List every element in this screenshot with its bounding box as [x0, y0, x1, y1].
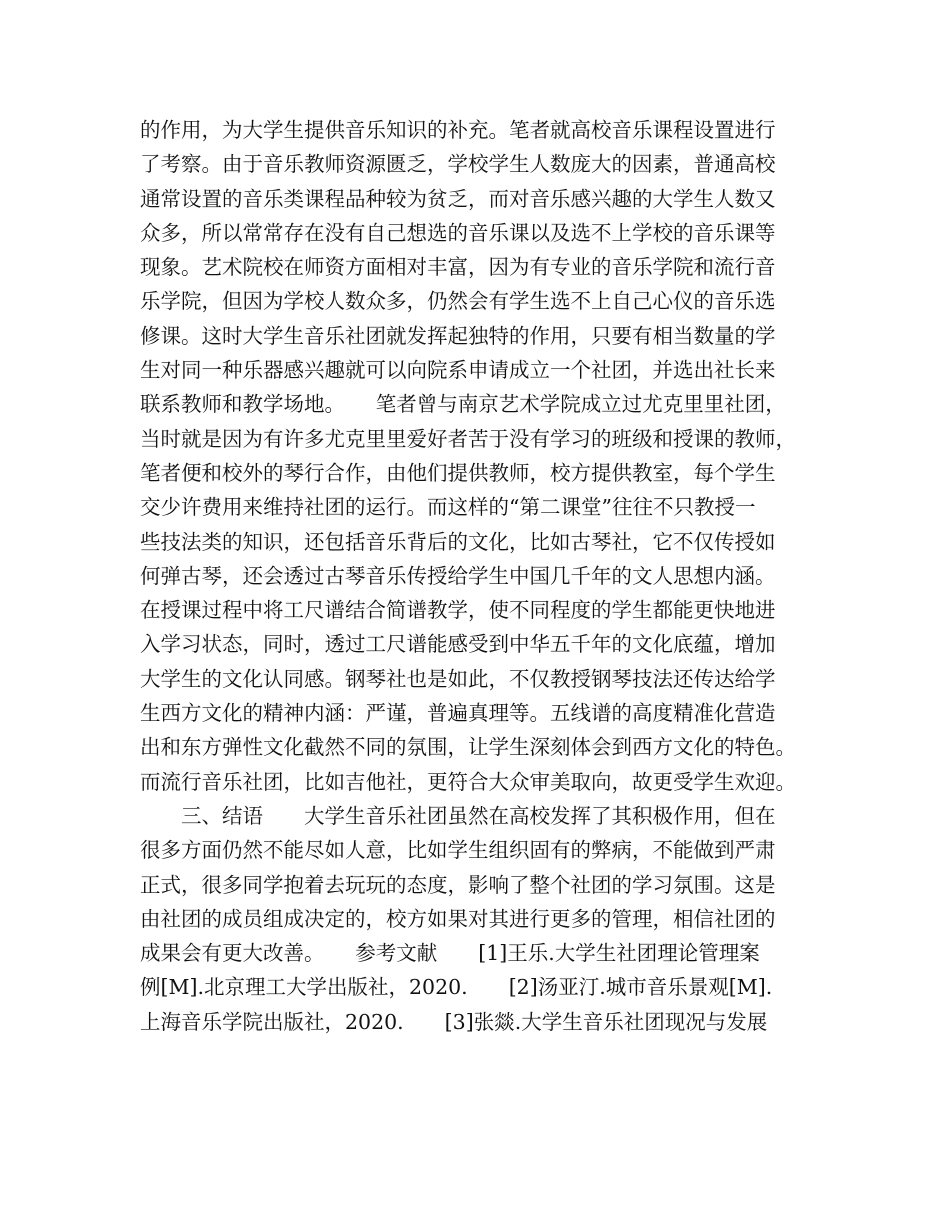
text-line: 上海音乐学院出版社，2020. [3]张燚.大学生音乐社团现况与发展 [140, 1009, 768, 1034]
text-line: 了考察。由于音乐教师资源匮乏，学校学生人数庞大的因素，普通高校 [140, 152, 776, 177]
text-line: 联系教师和教学场地。 笔者曾与南京艺术学院成立过尤克里里社团， [140, 392, 786, 417]
text-line: 由社团的成员组成决定的，校方如果对其进行更多的管理，相信社团的 [140, 906, 776, 931]
text-line: 正式，很多同学抱着去玩玩的态度，影响了整个社团的学习氛围。这是 [140, 872, 776, 897]
body-text [140, 113, 840, 1039]
text-line: 大学生的文化认同感。钢琴社也是如此，不仅教授钢琴技法还传达给学 [140, 666, 776, 691]
text-line: 生对同一种乐器感兴趣就可以向院系申请成立一个社团，并选出社长来 [140, 358, 776, 383]
text-line: 三、结语 大学生音乐社团虽然在高校发挥了其积极作用，但在 [140, 803, 776, 828]
text-line: 现象。艺术院校在师资方面相对丰富，因为有专业的音乐学院和流行音 [140, 255, 776, 280]
text-line: 修课。这时大学生音乐社团就发挥起独特的作用，只要有相当数量的学 [140, 323, 776, 348]
text-line: 入学习状态，同时，透过工尺谱能感受到中华五千年的文化底蕴，增加 [140, 632, 776, 657]
text-line: 笔者便和校外的琴行合作，由他们提供教师，校方提供教室，每个学生 [140, 460, 776, 485]
text-line: 而流行音乐社团，比如吉他社，更符合大众审美取向，故更受学生欢迎。 [140, 769, 796, 794]
text-line: 很多方面仍然不能尽如人意，比如学生组织固有的弊病，不能做到严肃 [140, 838, 776, 863]
text-line: 些技法类的知识，还包括音乐背后的文化，比如古琴社，它不仅传授如 [140, 529, 776, 554]
text-line: 交少许费用来维持社团的运行。而这样的“第二课堂”往往不只教授一 [140, 495, 756, 520]
text-line: 出和东方弹性文化截然不同的氛围，让学生深刻体会到西方文化的特色。 [140, 735, 796, 760]
text-line: 的作用，为大学生提供音乐知识的补充。笔者就高校音乐课程设置进行 [140, 118, 776, 142]
text-line: 在授课过程中将工尺谱结合简谱教学，使不同程度的学生都能更快地进 [140, 598, 776, 623]
text-line: 乐学院，但因为学校人数众多，仍然会有学生选不上自己心仪的音乐选 [140, 289, 776, 314]
text-line: 当时就是因为有许多尤克里里爱好者苦于没有学习的班级和授课的教师， [140, 426, 796, 451]
text-line: 通常设置的音乐类课程品种较为贫乏，而对音乐感兴趣的大学生人数又 [140, 186, 776, 211]
text-line: 例[M].北京理工大学出版社，2020. [2]汤亚汀.城市音乐景观[M]. [140, 975, 773, 1000]
text-line: 成果会有更大改善。 参考文献 [1]王乐.大学生社团理论管理案 [140, 941, 760, 966]
text-line: 众多，所以常常存在没有自己想选的音乐课以及选不上学校的音乐课等 [140, 220, 776, 245]
text-line: 何弹古琴，还会透过古琴音乐传授给学生中国几千年的文人思想内涵。 [140, 563, 776, 588]
text-line: 生西方文化的精神内涵：严谨，普遍真理等。五线谱的高度精准化营造 [140, 701, 776, 726]
